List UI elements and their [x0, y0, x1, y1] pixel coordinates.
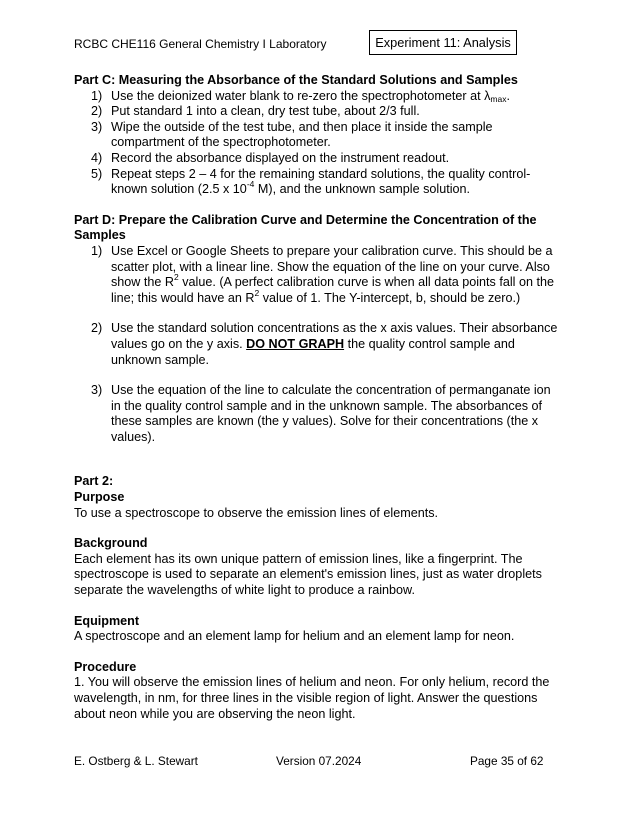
procedure-text: 1. You will observe the emission lines of helium and neon. For only helium, record the wavelength, in nm, for three lines in the visible region of light. Answer the questions about neon while you are observing the neon light. [74, 675, 550, 721]
step-number: 3) [91, 119, 103, 134]
step-text: Use Excel or Google Sheets to prepare your calibration curve. This should be a scatter plot, with a linear line. Show the equation of the line on your curve. Also show the R [111, 243, 553, 290]
r-squared-superscript: 2 [254, 287, 260, 298]
background-text: Each element has its own unique pattern of emission lines, like a fingerprint. The spectroscope is used to separate an element's emission lines, just as water droplets separate the wavelengths of white light to produce a rainbow. [74, 551, 542, 598]
step-number: 5) [91, 166, 103, 181]
step-text-end: M), and the unknown sample solution. [254, 182, 471, 197]
part-2-title: Part 2: [74, 474, 114, 489]
page-content [74, 73, 558, 722]
step-number: 1) [91, 243, 103, 258]
list-item [74, 120, 558, 151]
step-number: 2) [91, 321, 103, 336]
step-number: 1) [91, 88, 103, 103]
part-c-steps [74, 89, 558, 198]
lambda-subscript: max [490, 93, 507, 104]
step-text-end: value of 1. The Y-intercept, b, should be zero.) [259, 290, 521, 305]
step-text: Use the equation of the line to calculate the concentration of permanganate ion in the quality control sample and in the unknown sample. The absorbances of these samples are known (the y values). Solve for their concentrations (the x values). [111, 383, 551, 444]
step-number: 4) [91, 150, 103, 165]
list-item [74, 151, 558, 167]
step-text: Repeat steps 2 – 4 for the remaining standard solutions, the quality control-known solution (2.5 x 10 [111, 166, 531, 197]
course-header: RCBC CHE116 General Chemistry I Laboratory [74, 37, 327, 51]
list-item [74, 89, 558, 105]
procedure-heading: Procedure [74, 659, 137, 674]
list-item [74, 244, 558, 306]
step-text: Record the absorbance displayed on the instrument readout. [111, 150, 450, 165]
part-c-title: Part C: Measuring the Absorbance of the Standard Solutions and Samples [74, 73, 518, 87]
footer-version: Version 07.2024 [276, 754, 362, 768]
experiment-header-box: Experiment 11: Analysis [369, 30, 517, 55]
background-heading: Background [74, 536, 148, 551]
do-not-graph-emphasis: DO NOT GRAPH [246, 336, 345, 351]
exponent-superscript: -4 [246, 178, 255, 189]
step-text: Put standard 1 into a clean, dry test tube, about 2/3 full. [111, 104, 420, 119]
part-d-steps [74, 244, 558, 446]
step-text-end: the quality control sample and unknown sample. [111, 336, 515, 367]
purpose-heading: Purpose [74, 490, 125, 505]
step-number: 3) [91, 383, 103, 398]
equipment-text: A spectroscope and an element lamp for helium and an element lamp for neon. [74, 629, 515, 644]
step-text-mid: value. (A perfect calibration curve is when all data points fall on the line; this would have an R [111, 275, 554, 305]
step-text: Use the standard solution concentrations as the x axis values. Their absorbance values go on the y axis. [111, 321, 558, 351]
list-spacer [74, 306, 558, 321]
r-squared-superscript: 2 [174, 271, 179, 282]
footer-authors: E. Ostberg & L. Stewart [74, 754, 198, 768]
equipment-heading: Equipment [74, 613, 140, 628]
step-text: Wipe the outside of the test tube, and then place it inside the sample compartment of the spectrophotometer. [111, 119, 493, 150]
list-spacer [74, 368, 558, 383]
part-d-title: Part D: Prepare the Calibration Curve and Determine the Concentration of the Samples [74, 212, 537, 243]
purpose-text: To use a spectroscope to observe the emission lines of elements. [74, 505, 439, 520]
list-item [74, 383, 558, 445]
footer-page-number: Page 35 of 62 [470, 754, 544, 768]
list-item [74, 321, 558, 368]
list-item [74, 167, 558, 198]
step-text: Use the deionized water blank to re-zero the spectrophotometer at λ [111, 88, 491, 103]
step-number: 2) [91, 104, 103, 119]
step-text-end: . [506, 88, 510, 103]
list-item [74, 104, 558, 120]
